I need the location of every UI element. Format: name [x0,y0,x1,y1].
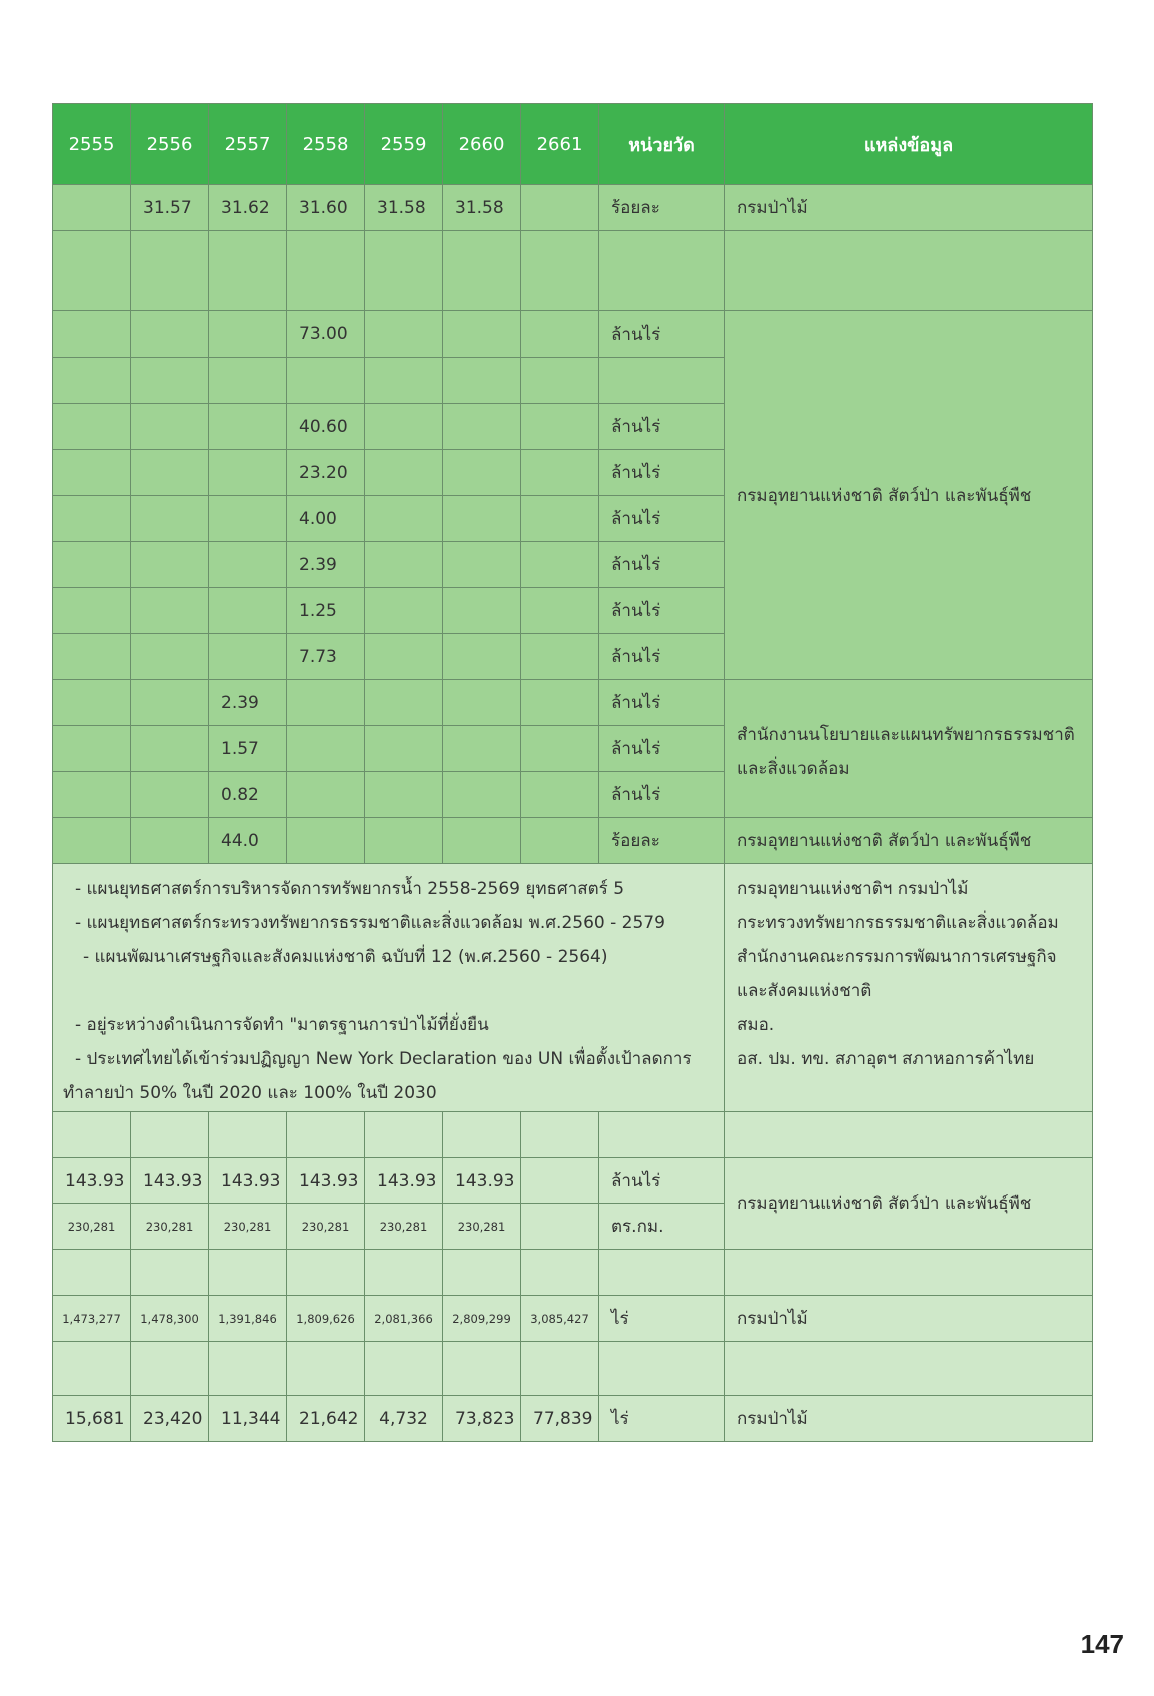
table-row [53,231,1093,311]
cell-source: กรมอุทยานแห่งชาติ สัตว์ป่า และพันธุ์พืช [725,818,1093,864]
cell-value: 23.20 [287,450,365,496]
cell-value: 73.00 [287,311,365,358]
cell-value: 4.00 [287,496,365,542]
note-line: - ประเทศไทยได้เข้าร่วมปฏิญญา New York Declaration ของ UN เพื่อตั้งเป้าลดการ [75,1049,692,1069]
table-row [53,1396,1093,1442]
cell-value: 230,281 [131,1204,209,1250]
unit-header: หน่วยวัด [599,104,725,185]
cell-value: 230,281 [365,1204,443,1250]
cell-source: สำนักงานนโยบายและแผนทรัพยากรธรรมชาติและสิ่งแวดล้อม [725,680,1093,818]
source-header: แหล่งข้อมูล [725,104,1093,185]
cell-value: 2,081,366 [365,1296,443,1342]
cell-value: 230,281 [287,1204,365,1250]
plans-notes [53,864,725,1112]
cell-source: กรมป่าไม้ [725,1296,1093,1342]
table-row [53,1112,1093,1158]
cell-unit: ร้อยละ [599,818,725,864]
cell-value: 230,281 [209,1204,287,1250]
note-line: กรมอุทยานแห่งชาติฯ กรมป่าไม้ [737,879,969,899]
cell-unit: ล้านไร่ [599,772,725,818]
note-line: กระทรวงทรัพยากรธรรมชาติและสิ่งแวดล้อม [737,913,1059,933]
note-line: และสังคมแห่งชาติ [737,981,872,1001]
year-header: 2661 [521,104,599,185]
cell-unit: ล้านไร่ [599,450,725,496]
note-line: - แผนพัฒนาเศรษฐกิจและสังคมแห่งชาติ ฉบับที่ 12 (พ.ศ.2560 - 2564) [83,947,608,967]
cell-value: 31.62 [209,185,287,231]
cell-source: กรมป่าไม้ [725,185,1093,231]
cell-source: กรมอุทยานแห่งชาติ สัตว์ป่า และพันธุ์พืช [725,311,1093,680]
table-row [53,1158,1093,1204]
cell-value: 4,732 [365,1396,443,1442]
cell-value: 1.25 [287,588,365,634]
cell-value: 230,281 [443,1204,521,1250]
cell-value: 1,391,846 [209,1296,287,1342]
cell-unit: ล้านไร่ [599,588,725,634]
cell-unit: ตร.กม. [599,1204,725,1250]
cell-value: 2.39 [287,542,365,588]
cell-value: 15,681 [53,1396,131,1442]
cell-unit: ร้อยละ [599,185,725,231]
cell-value: 1.57 [209,726,287,772]
note-line: - แผนยุทธศาสตร์การบริหารจัดการทรัพยากรน้ำ 2558-2569 ยุทธศาสตร์ 5 [75,879,625,899]
cell-value: 23,420 [131,1396,209,1442]
cell-value: 11,344 [209,1396,287,1442]
cell-value: 31.58 [365,185,443,231]
cell-value: 143.93 [209,1158,287,1204]
cell-value [521,1158,599,1204]
header-row [53,104,1093,185]
note-line: - แผนยุทธศาสตร์กระทรวงทรัพยากรธรรมชาติและสิ่งแวดล้อม พ.ศ.2560 - 2579 [75,913,665,933]
cell-value: 77,839 [521,1396,599,1442]
cell-value: 73,823 [443,1396,521,1442]
cell-unit: ล้านไร่ [599,726,725,772]
cell-unit: ล้านไร่ [599,311,725,358]
cell-value: 31.58 [443,185,521,231]
page-number: 147 [1080,1629,1124,1659]
table-row [53,185,1093,231]
year-header: 2559 [365,104,443,185]
notes-sources [725,864,1093,1112]
cell-unit: ไร่ [599,1396,725,1442]
cell-value: 143.93 [443,1158,521,1204]
cell-unit: ล้านไร่ [599,542,725,588]
note-line: อส. ปม. ทข. สภาอุตฯ สภาหอการค้าไทย [737,1049,1035,1069]
cell-unit: ล้านไร่ [599,634,725,680]
cell-value: 1,809,626 [287,1296,365,1342]
cell-value: 143.93 [131,1158,209,1204]
cell-source: กรมอุทยานแห่งชาติ สัตว์ป่า และพันธุ์พืช [725,1158,1093,1250]
cell-value: 44.0 [209,818,287,864]
cell-value: 230,281 [53,1204,131,1250]
table-row [53,1342,1093,1396]
cell-value: 3,085,427 [521,1296,599,1342]
cell-source: กรมป่าไม้ [725,1396,1093,1442]
cell-value: 21,642 [287,1396,365,1442]
cell-value: 1,478,300 [131,1296,209,1342]
year-header: 2557 [209,104,287,185]
year-header: 2660 [443,104,521,185]
cell-unit: ล้านไร่ [599,1158,725,1204]
table-row [53,1296,1093,1342]
cell-value: 31.57 [131,185,209,231]
cell-value: 2,809,299 [443,1296,521,1342]
note-line: สมอ. [737,1015,775,1035]
notes-row [53,864,1093,1112]
cell-value: 143.93 [53,1158,131,1204]
cell-unit: ล้านไร่ [599,404,725,450]
note-line: สำนักงานคณะกรรมการพัฒนาการเศรษฐกิจ [737,947,1057,967]
note-line: - อยู่ระหว่างดำเนินการจัดทำ "มาตรฐานการป่าไม้ที่ยั่งยืน [75,1015,489,1035]
year-header: 2556 [131,104,209,185]
cell-unit: ไร่ [599,1296,725,1342]
cell-value: 7.73 [287,634,365,680]
cell-value: 2.39 [209,680,287,726]
cell-value: 31.60 [287,185,365,231]
cell-value: 1,473,277 [53,1296,131,1342]
table-row [53,311,1093,358]
table-row [53,680,1093,726]
forest-indicator-table [52,103,1093,1442]
cell-value: 143.93 [287,1158,365,1204]
cell-value: 40.60 [287,404,365,450]
cell-value [521,1204,599,1250]
cell-unit: ล้านไร่ [599,496,725,542]
note-line: ทำลายป่า 50% ในปี 2020 และ 100% ในปี 2030 [63,1083,437,1103]
cell-value: 143.93 [365,1158,443,1204]
table-row [53,1250,1093,1296]
year-header: 2555 [53,104,131,185]
cell-unit: ล้านไร่ [599,680,725,726]
year-header: 2558 [287,104,365,185]
cell-value: 0.82 [209,772,287,818]
table-row [53,818,1093,864]
